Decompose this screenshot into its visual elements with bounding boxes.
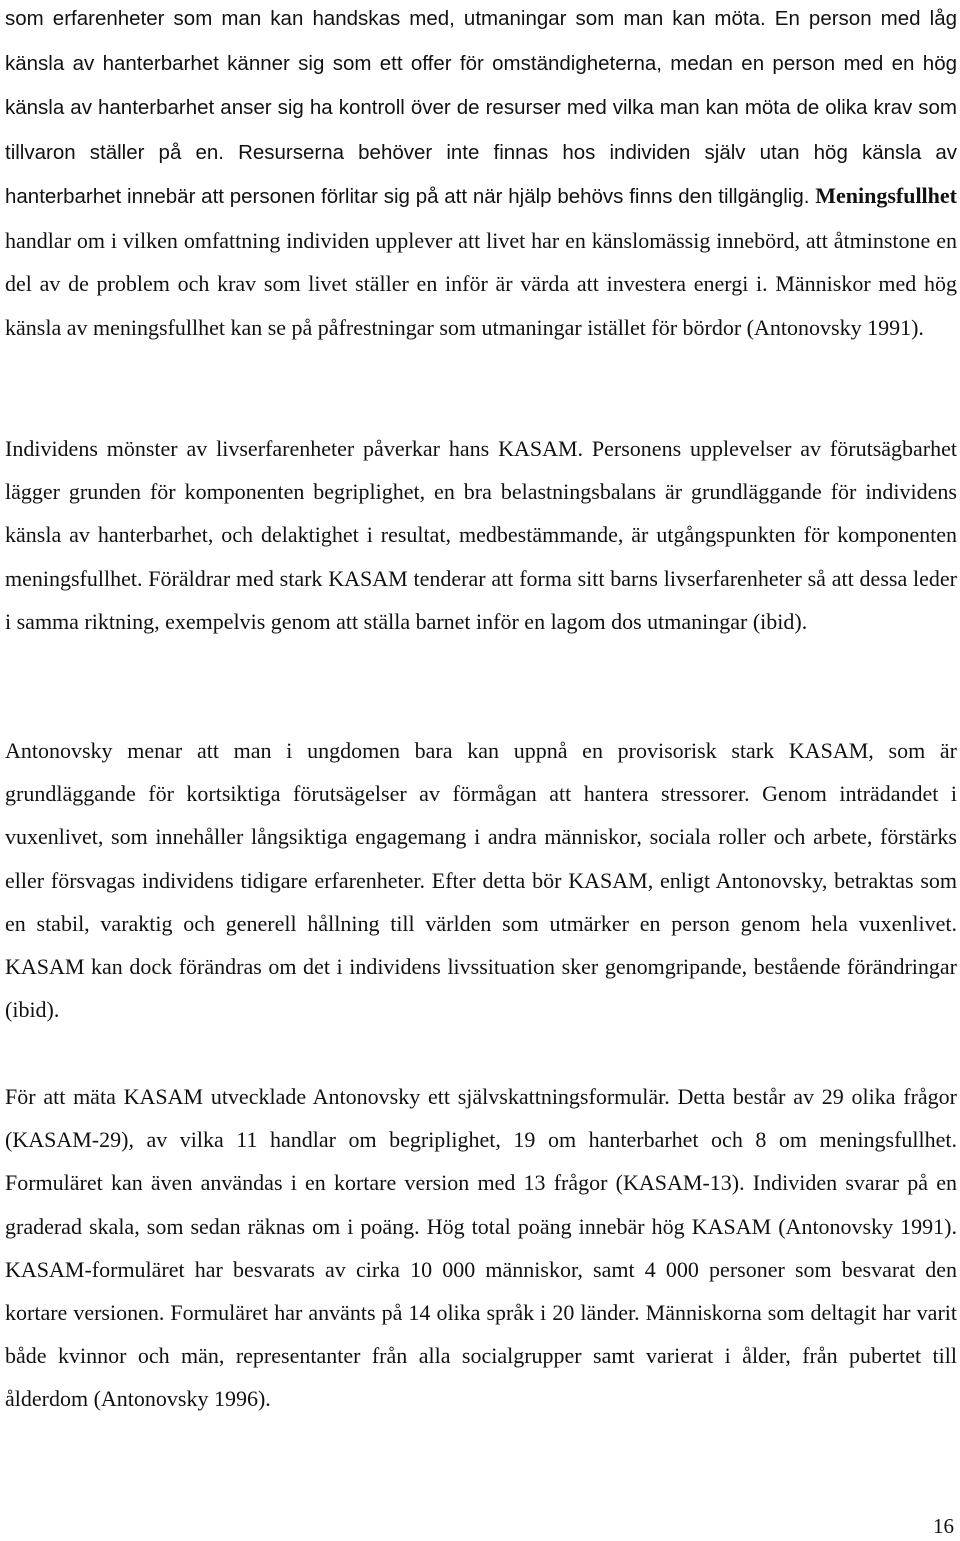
term-meningsfullhet: Meningsfullhet [815,183,957,208]
paragraph-1-text-end: handlar om i vilken omfattning individen upplever att livet har en känslomässig innebörd, att åtminstone en del av de problem och krav som livet ställer en inför är värda att investera energi i. Människor med hög känsla av meningsfullhet kan se på påfrestningar som utmaningar istället för bördor (Antonovsky 1991). [5,227,957,340]
paragraph-kasam-formular: För att mäta KASAM utvecklade Antonovsky ett självskattningsformulär. Detta består av 29 olika frågor (KASAM-29), av vilka 11 handlar om begriplighet, 19 om hanterbarhet och 8 om meningsfullhet. Formuläret kan även användas i en kortare version med 13 frågor (KASAM-13). Individen svarar på en graderad skala, som sedan räknas om i poäng. Hög total poäng innebär hög KASAM (Antonovsky 1991). KASAM-formuläret har besvarats av cirka 10 000 människor, samt 4 000 personer som besvarat den kortare versionen. Formuläret har använts på 14 olika språk i 20 länder. Människorna som deltagit har varit både kvinnor och män, representanter från alla socialgrupper samt varierat i ålder, från pubertet till ålderdom (Antonovsky 1996). [5,1084,957,1412]
paragraph-1-text-start: som erfarenheter som man kan handskas med, utmaningar som man kan möta. En person med låg känsla av hanterbarhet känner sig som ett offer för omständigheterna, medan en person med en hög känsla av hanterbarhet anser sig ha kontroll över de resurser med vilka man kan möta de olika krav som tillvaron ställer på en. Resurserna behöver inte finnas hos individen själv utan hög känsla av hanterbarhet innebär att personen förlitar sig på att när hjälp behövs finns den tillgänglig. [5,7,957,208]
paragraph-livserfarenheter: Individens mönster av livserfarenheter påverkar hans KASAM. Personens upplevelser av förutsägbarhet lägger grunden för komponenten begriplighet, en bra belastningsbalans är grundläggande för individens känsla av hanterbarhet, och delaktighet i resultat, medbestämmande, är utgångspunkten för komponenten meningsfullhet. Föräldrar med stark KASAM tenderar att forma sitt barns livserfarenheter så att dessa leder i samma riktning, exempelvis genom att ställa barnet inför en lagom dos utmaningar (ibid). [5,436,957,634]
paragraph-hanterbarhet-meningsfullhet [5,0,957,349]
page-number: 16 [933,1514,954,1538]
paragraph-ungdomen-vuxenlivet: Antonovsky menar att man i ungdomen bara kan uppnå en provisorisk stark KASAM, som är grundläggande för kortsiktiga förutsägelser av förmågan att hantera stressorer. Genom inträdandet i vuxenlivet, som innehåller långsiktiga engagemang i andra människor, sociala roller och arbete, förstärks eller försvagas individens tidigare erfarenheter. Efter detta bör KASAM, enligt Antonovsky, betraktas som en stabil, varaktig och generell hållning till världen som utmärker en person genom hela vuxenlivet. KASAM kan dock förändras om det i individens livssituation sker genomgripande, bestående förändringar (ibid). [5,738,957,1023]
